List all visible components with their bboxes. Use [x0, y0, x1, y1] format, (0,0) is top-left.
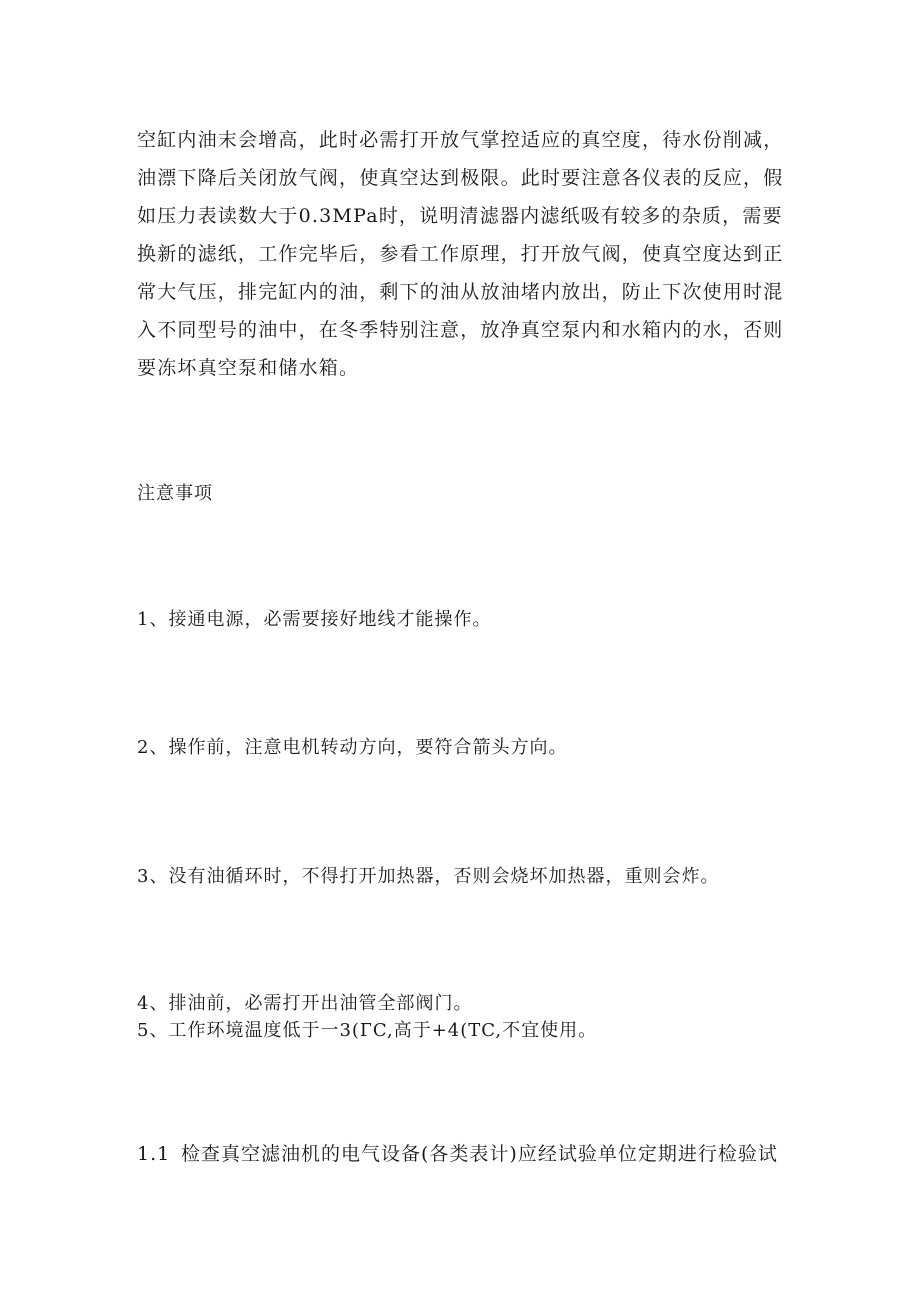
paragraph-line: 常大气压，排完缸内的油，剩下的油从放油堵内放出，防止下次使用时混 [137, 281, 784, 303]
paragraph-line: 换新的滤纸，工作完毕后，参看工作原理，打开放气阀，使真空度达到正 [137, 243, 784, 265]
subsection-text: 检查真空滤油机的电气设备(各类表计)应经试验单位定期进行检验试 [181, 1143, 778, 1165]
paragraph-line: 入不同型号的油中，在冬季特别注意，放净真空泵内和水箱内的水，否则 [137, 319, 784, 341]
subsection-number: 1.1 [137, 1143, 171, 1165]
subsection-line [137, 1138, 778, 1170]
list-item: 3、没有油循环时，不得打开加热器，否则会烧坏加热器，重则会炸。 [137, 866, 720, 887]
body-paragraph [137, 121, 785, 387]
paragraph-line: 如压力表读数大于0.3MPa时，说明清滤器内滤纸吸有较多的杂质，需要 [137, 205, 783, 227]
list-item: 1、接通电源，必需要接好地线才能操作。 [137, 609, 492, 630]
list-item: 2、操作前，注意电机转动方向，要符合箭头方向。 [137, 737, 568, 758]
paragraph-line: 要冻坏真空泵和储水箱。 [137, 357, 360, 379]
list-item: 5、工作环境温度低于一3(ГC,高于+4(TC,不宜使用。 [137, 1020, 598, 1041]
paragraph-line: 油漂下降后关闭放气阀，使真空达到极限。此时要注意各仪表的反应，假 [137, 167, 784, 189]
paragraph-line: 空缸内油末会增高，此时必需打开放气掌控适应的真空度，待水份削减， [137, 129, 784, 151]
section-heading: 注意事项 [137, 483, 213, 504]
list-item: 4、排油前，必需打开出油管全部阀门。 [137, 993, 473, 1014]
